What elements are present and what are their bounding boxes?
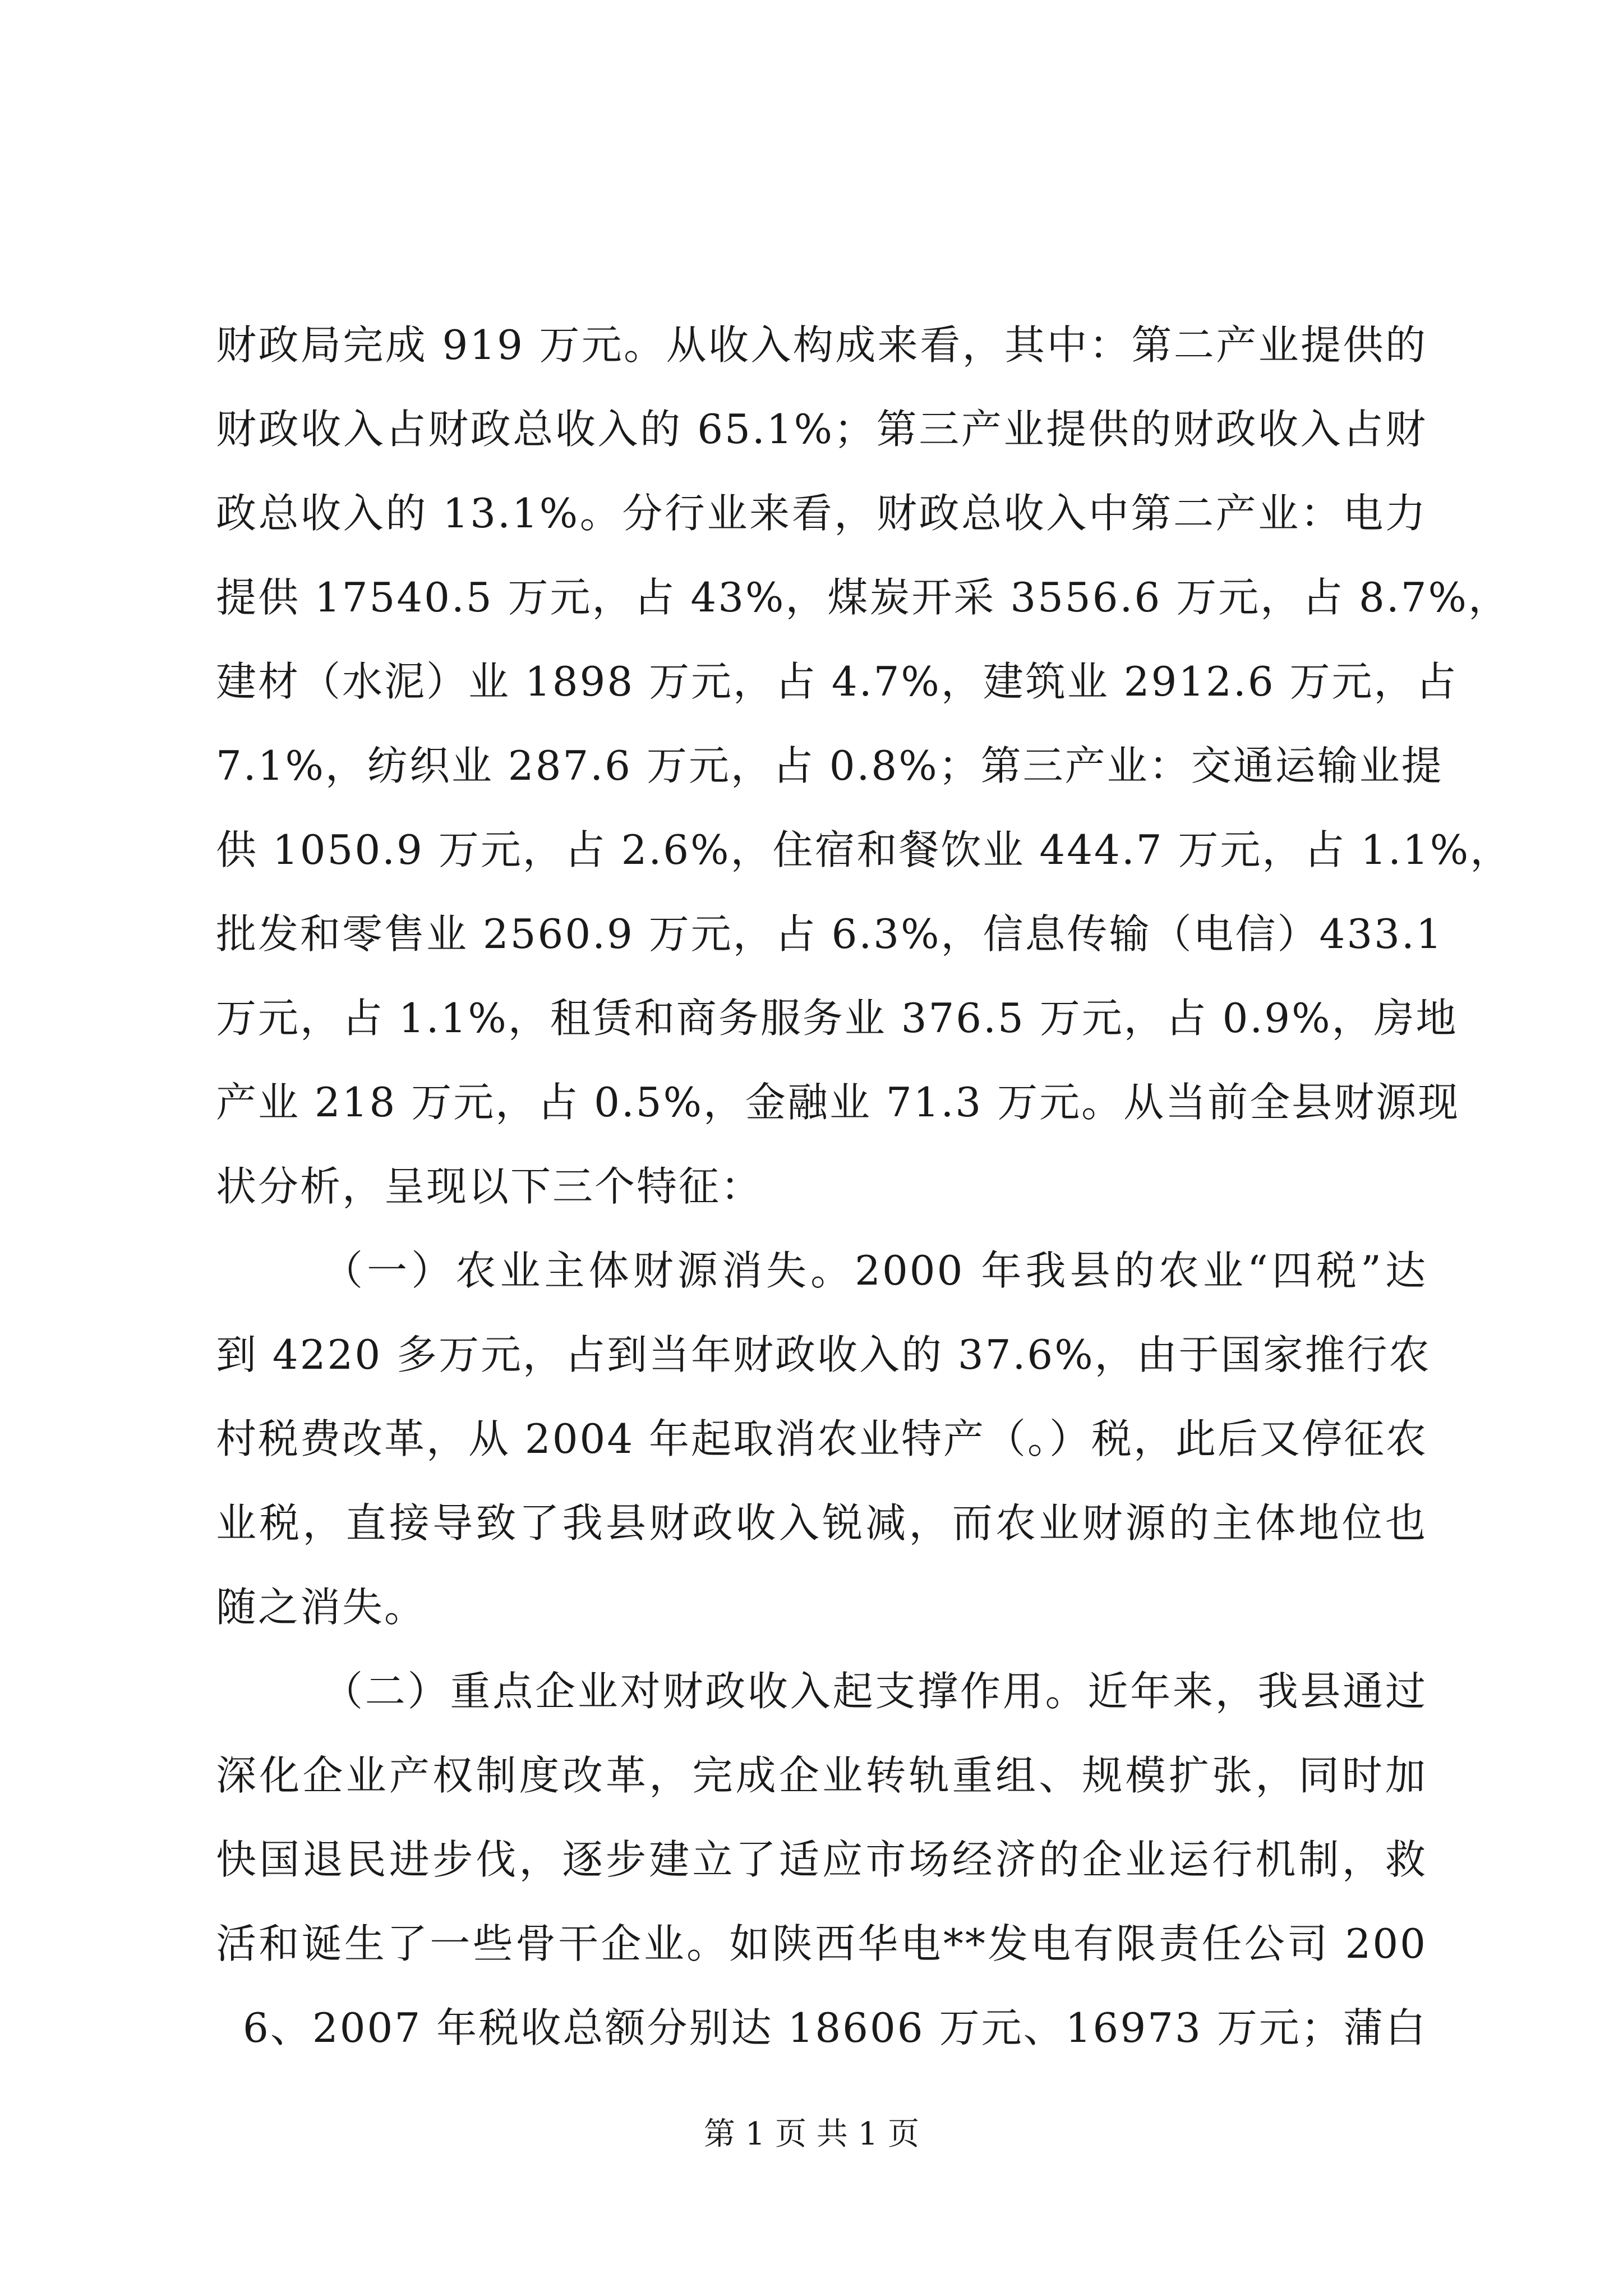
text-line: 供 1050.9 万元，占 2.6%，住宿和餐饮业 444.7 万元，占 1.1%， (216, 826, 1513, 873)
text-line: 批发和零售业 2560.9 万元，占 6.3%，信息传输（电信）433.1 (216, 910, 1444, 958)
text-line: 6、2007 年税收总额分别达 18606 万元、16973 万元；蒲白 (243, 2004, 1427, 2051)
text-line: 快国退民进步伐，逐步建立了适应市场经济的企业运行机制，救 (216, 1836, 1427, 1883)
page-footer: 第 1 页 共 1 页 (703, 2116, 920, 2152)
text-line: 深化企业产权制度改革，完成企业转轨重组、规模扩张，同时加 (216, 1752, 1427, 1799)
text-line: 财政局完成 919 万元。从收入构成来看，其中：第二产业提供的 (216, 321, 1427, 369)
document-body (216, 303, 1513, 2070)
text-line: 业税，直接导致了我县财政收入锐减，而农业财源的主体地位也 (216, 1499, 1427, 1547)
text-line: 活和诞生了一些骨干企业。如陕西华电**发电有限责任公司 200 (216, 1920, 1427, 1967)
text-line: 随之消失。 (216, 1584, 427, 1631)
text-line: 提供 17540.5 万元，占 43%，煤炭开采 3556.6 万元，占 8.7%， (216, 574, 1510, 621)
text-line: 产业 218 万元，占 0.5%，金融业 71.3 万元。从当前全县财源现 (216, 1079, 1460, 1126)
text-line: 政总收入的 13.1%。分行业来看，财政总收入中第二产业：电力 (216, 490, 1427, 537)
text-line: 7.1%，纺织业 287.6 万元，占 0.8%；第三产业：交通运输业提 (216, 742, 1444, 789)
text-line: 建材（水泥）业 1898 万元，占 4.7%，建筑业 2912.6 万元，占 (216, 658, 1458, 705)
paragraph-heading-1: （一）农业主体财源消失。2000 年我县的农业“四税”达 (322, 1247, 1427, 1294)
paragraph-heading-2: （二）重点企业对财政收入起支撑作用。近年来，我县通过 (322, 1668, 1427, 1715)
text-line: 财政收入占财政总收入的 65.1%；第三产业提供的财政收入占财 (216, 406, 1427, 453)
text-line: 到 4220 多万元，占到当年财政收入的 37.6%，由于国家推行农 (216, 1331, 1431, 1378)
text-line: 村税费改革，从 2004 年起取消农业特产（。）税，此后又停征农 (216, 1415, 1428, 1462)
text-line: 万元，占 1.1%，租赁和商务服务业 376.5 万元，占 0.9%，房地 (216, 995, 1458, 1042)
text-line: 状分析，呈现以下三个特征： (216, 1163, 763, 1210)
